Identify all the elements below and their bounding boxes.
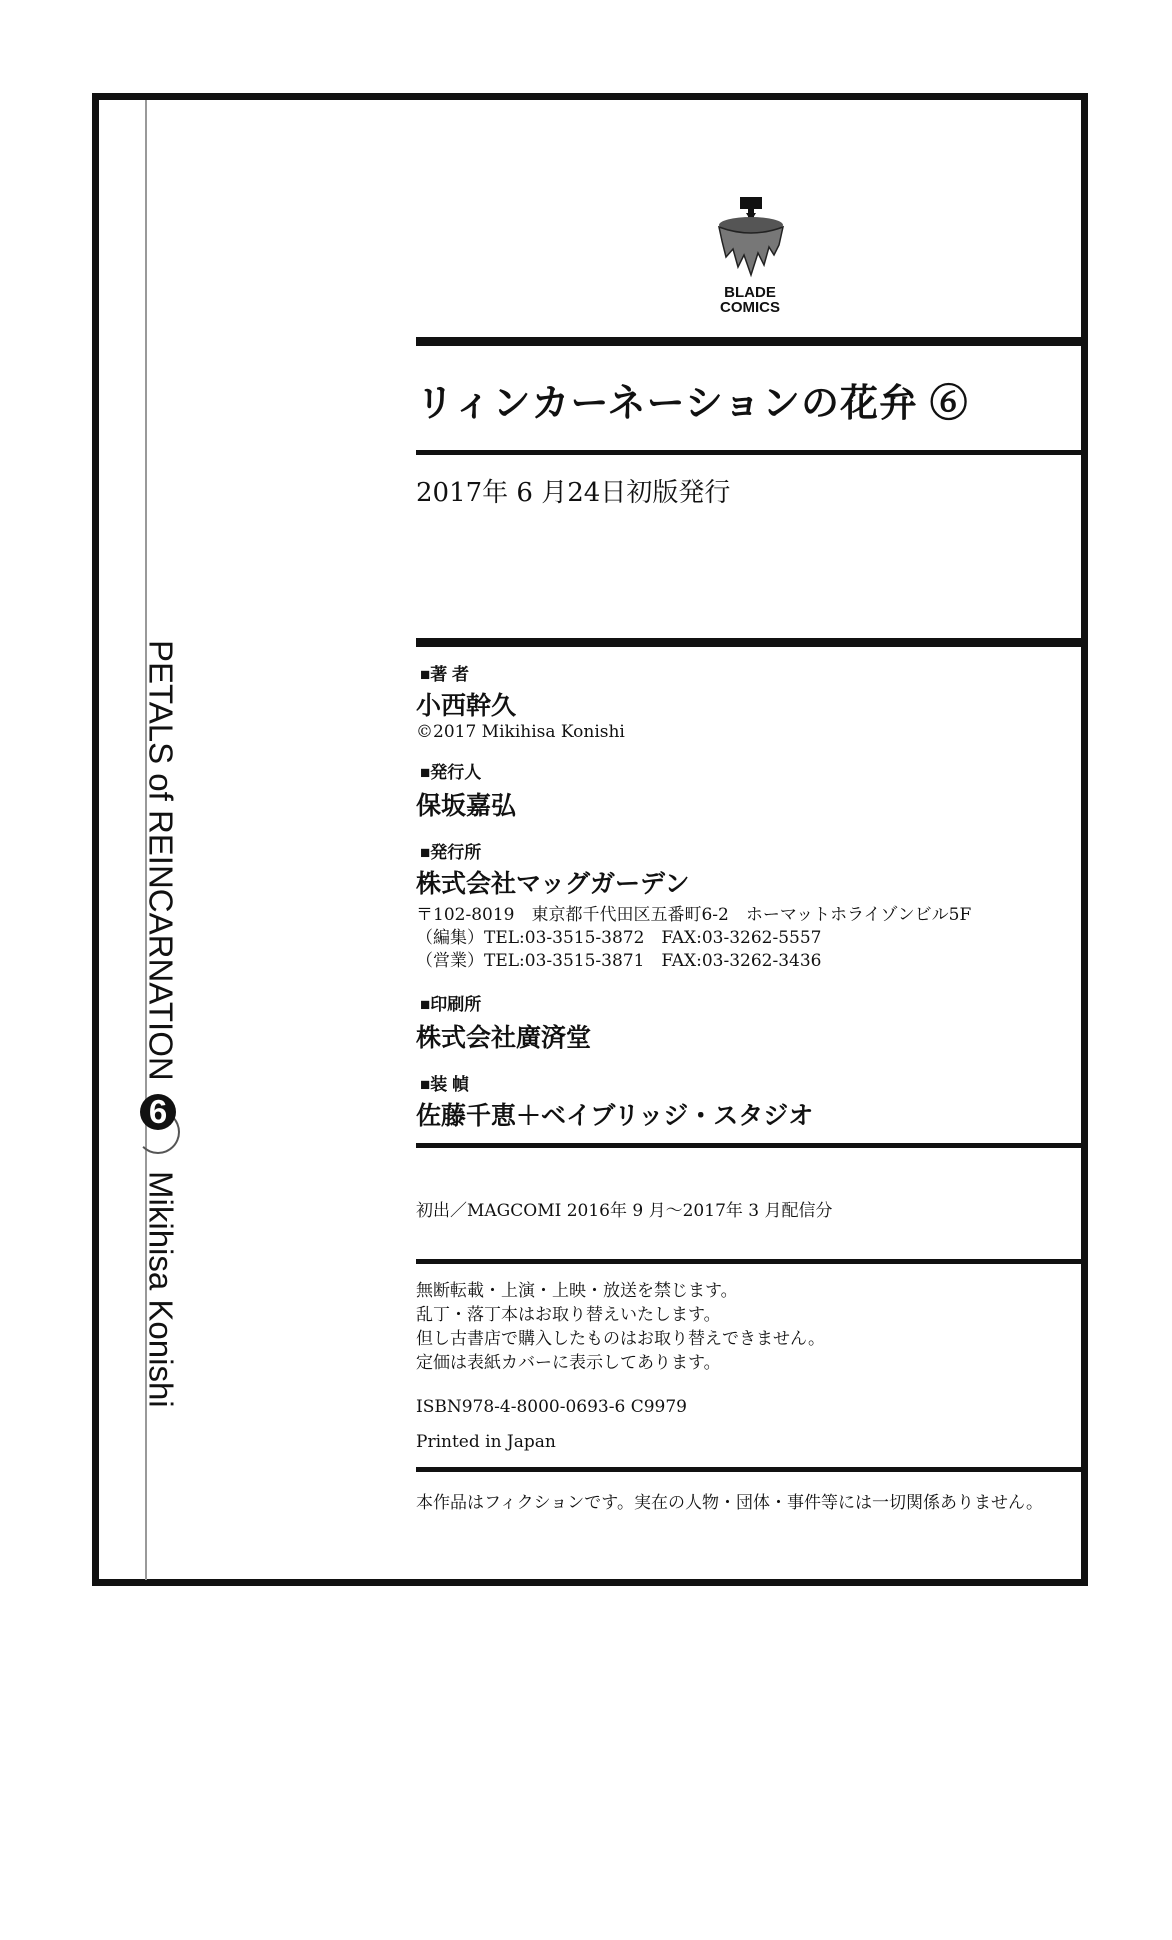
- publisher-address: 〒102-8019 東京都千代田区五番町6-2 ホーマットホライゾンビル5F: [416, 905, 972, 925]
- spine-author: Mikihisa Konishi: [142, 1171, 180, 1408]
- publisher-person-label: ■発行人: [420, 763, 482, 782]
- first-publication: 初出／MAGCOMI 2016年 9 月～2017年 3 月配信分: [416, 1201, 833, 1221]
- publisher-label: ■発行所: [420, 843, 482, 862]
- printed-in: Printed in Japan: [416, 1432, 556, 1452]
- notice-3: 但し古書店で購入したものはお取り替えできません。: [416, 1329, 826, 1349]
- rule-notices: [416, 1259, 1081, 1264]
- spine-text: [140, 640, 180, 1940]
- author-name: 小西幹久: [416, 692, 517, 720]
- isbn: ISBN978-4-8000-0693-6 C9979: [416, 1397, 687, 1417]
- design-name: 佐藤千恵＋ベイブリッジ・スタジオ: [416, 1102, 814, 1130]
- fiction-disclaimer: 本作品はフィクションです。実在の人物・団体・事件等には一切関係ありません。: [416, 1493, 1043, 1513]
- spine-volume-badge: 6: [140, 1094, 176, 1130]
- rule-credits: [416, 638, 1081, 647]
- printer-label: ■印刷所: [420, 995, 482, 1014]
- notice-2: 乱丁・落丁本はお取り替えいたします。: [416, 1305, 721, 1325]
- logo-line1: BLADE: [724, 284, 776, 301]
- rule-fiction: [416, 1467, 1081, 1472]
- publisher-person: 保坂嘉弘: [416, 792, 517, 820]
- printer-name: 株式会社廣済堂: [416, 1024, 592, 1052]
- logo-line2: COMICS: [720, 299, 780, 316]
- notice-1: 無断転載・上演・上映・放送を禁じます。: [416, 1281, 738, 1301]
- logo-text: [700, 285, 800, 315]
- book-title: リィンカーネーションの花弁 ⑥: [416, 383, 969, 425]
- rule-first-pub: [416, 1143, 1081, 1148]
- publisher-name: 株式会社マッグガーデン: [416, 870, 690, 898]
- spine-title: PETALS of REINCARNATION: [142, 640, 180, 1081]
- tel-editorial: （編集）TEL:03-3515-3872 FAX:03-3262-5557: [416, 928, 822, 948]
- rule-top: [416, 337, 1081, 346]
- design-label: ■装 幀: [420, 1075, 469, 1094]
- rule-title: [416, 450, 1081, 455]
- copyright: ©2017 Mikihisa Konishi: [416, 722, 625, 742]
- author-label: ■著 者: [420, 665, 469, 684]
- notice-4: 定価は表紙カバーに表示してあります。: [416, 1353, 721, 1373]
- publication-date: 2017年 6 月24日初版発行: [416, 478, 731, 508]
- tel-sales: （営業）TEL:03-3515-3871 FAX:03-3262-3436: [416, 951, 822, 971]
